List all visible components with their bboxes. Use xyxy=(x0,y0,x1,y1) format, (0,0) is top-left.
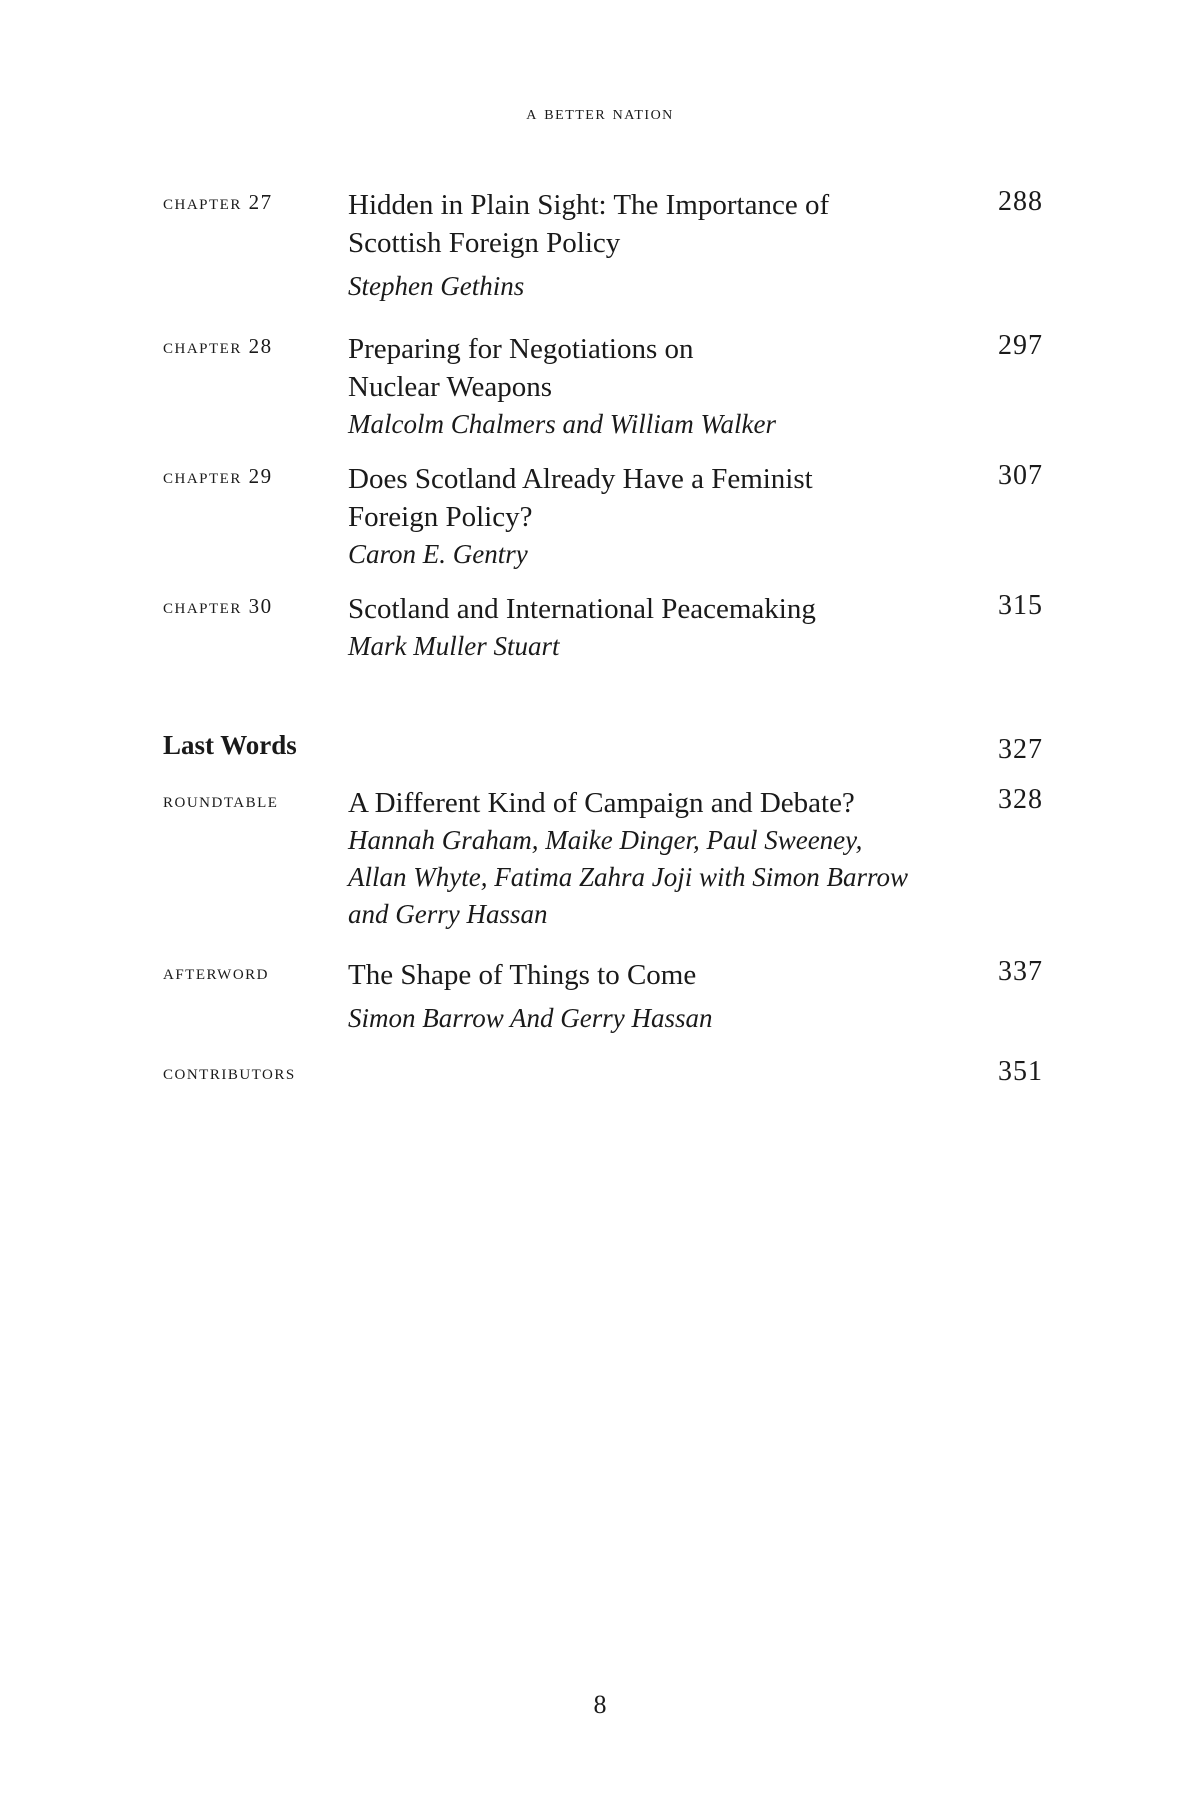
entry-content xyxy=(348,784,948,933)
entry-content xyxy=(348,590,948,665)
entry-title: A Different Kind of Campaign and Debate? xyxy=(348,787,855,819)
chapter-label: chapter 28 xyxy=(163,334,273,358)
entry-title: The Shape of Things to Come xyxy=(348,959,697,991)
chapter-author: Caron E. Gentry xyxy=(348,539,528,569)
page-number: 315 xyxy=(998,590,1043,621)
page-number: 307 xyxy=(998,460,1043,491)
chapter-title: Scotland and International Peacemaking xyxy=(348,593,816,625)
section-heading: Last Words xyxy=(163,730,297,760)
chapter-label: chapter 27 xyxy=(163,190,273,214)
page-number: 327 xyxy=(998,734,1043,765)
running-head: a better nation xyxy=(526,102,674,124)
chapter-title: Does Scotland Already Have a Feminist Foreign Policy? xyxy=(348,463,813,533)
chapter-author: Stephen Gethins xyxy=(348,271,525,301)
chapter-author: Malcolm Chalmers and William Walker xyxy=(348,409,776,439)
page-number: 351 xyxy=(998,1056,1043,1087)
chapter-title: Hidden in Plain Sight: The Importance of Scottish Foreign Policy xyxy=(348,189,830,259)
entry-label: contributors xyxy=(163,1060,296,1084)
chapter-label: chapter 30 xyxy=(163,594,273,618)
chapter-title: Preparing for Negotiations on Nuclear Weapons xyxy=(348,333,694,403)
chapter-label: chapter 29 xyxy=(163,464,273,488)
entry-content xyxy=(348,330,948,443)
chapter-author: Mark Muller Stuart xyxy=(348,631,560,661)
folio-page-number: 8 xyxy=(593,1690,607,1719)
page-number: 337 xyxy=(998,956,1043,987)
entry-content xyxy=(348,956,948,1037)
entry-content xyxy=(348,186,948,305)
entry-author: Simon Barrow And Gerry Hassan xyxy=(348,1003,713,1033)
entry-authors: Hannah Graham, Maike Dinger, Paul Sweeney, Allan Whyte, Fatima Zahra Joji with Simon Barrow and Gerry Hassan xyxy=(348,825,908,929)
page-number: 297 xyxy=(998,330,1043,361)
entry-label: afterword xyxy=(163,960,270,984)
page-number: 328 xyxy=(998,784,1043,815)
entry-label: roundtable xyxy=(163,788,279,812)
page-number: 288 xyxy=(998,186,1043,217)
entry-content xyxy=(348,460,948,573)
